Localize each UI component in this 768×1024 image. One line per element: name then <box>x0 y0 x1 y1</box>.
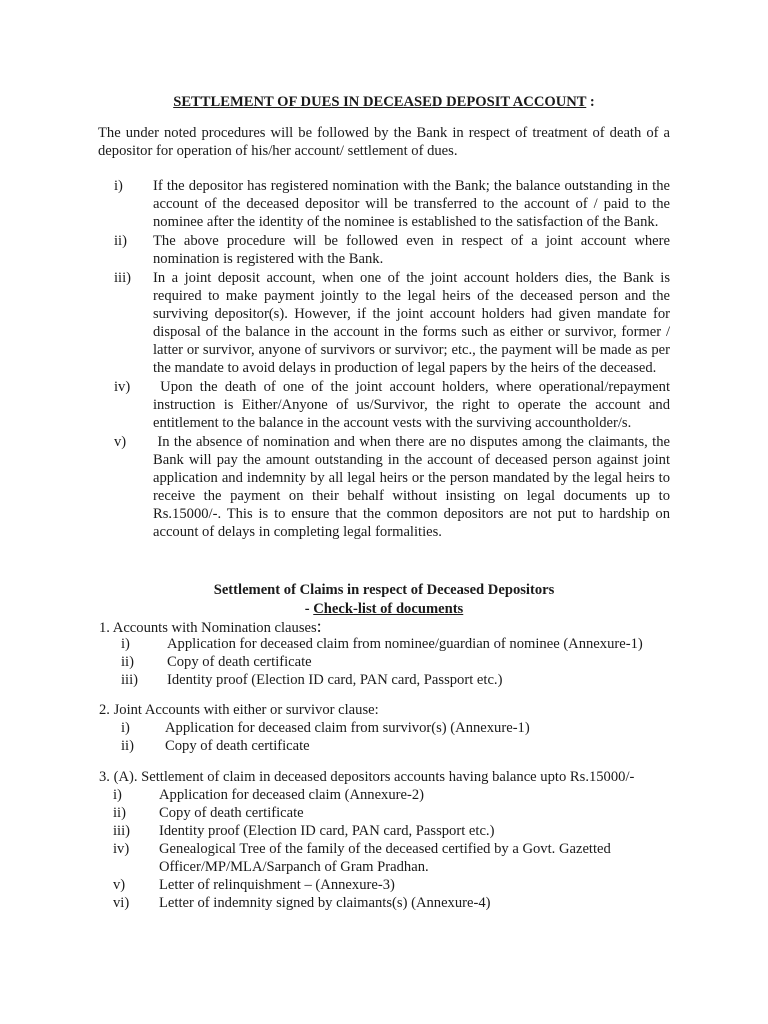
checklist-heading-text: Check-list of documents <box>313 601 464 617</box>
procedure-item <box>98 433 670 541</box>
checklist-item-number: v) <box>113 877 126 893</box>
checklist-item <box>99 719 671 737</box>
checklist-item <box>99 786 671 804</box>
checklist-item <box>99 671 671 689</box>
group-title <box>99 617 671 635</box>
checklist-item <box>99 804 671 822</box>
procedure-number: i) <box>114 178 123 194</box>
checklist-item-text: Identity proof (Election ID card, PAN card, Passport etc.) <box>159 823 495 839</box>
checklist-item-number: ii) <box>121 738 134 754</box>
checklist-item <box>99 840 671 876</box>
checklist-item-number: iv) <box>113 841 130 857</box>
group-title-text: 3. (A). Settlement of claim in deceased depositors accounts having balance upto Rs.15000/- <box>99 769 635 785</box>
procedure-text: Upon the death of one of the joint account holders, where operational/repayment instruction is Either/Anyone of us/Survivor, the right to operate the account and entitlement to the balance in the account vests with the surviving accountholder/s. <box>153 379 670 431</box>
checklist-item-text: Identity proof (Election ID card, PAN card, Passport etc.) <box>167 672 503 688</box>
procedure-item <box>98 269 670 377</box>
group-title <box>99 768 671 786</box>
checklist-item <box>99 635 671 653</box>
checklist-item <box>99 737 671 755</box>
procedure-text: If the depositor has registered nomination with the Bank; the balance outstanding in the account of the deceased depositor will be transferred to the account of / paid to the nominee after the identity of the nominee is established to the satisfaction of the Bank. <box>153 178 670 230</box>
document-title-text: SETTLEMENT OF DUES IN DECEASED DEPOSIT ACCOUNT <box>173 94 587 110</box>
checklist-item-number: i) <box>121 636 130 652</box>
checklist-item <box>99 653 671 671</box>
checklist-group-joint-survivor <box>99 701 671 755</box>
claims-section-heading: Settlement of Claims in respect of Deceased Depositors <box>213 582 555 598</box>
checklist-item-number: ii) <box>121 654 134 670</box>
checklist-item-number: iii) <box>121 672 139 688</box>
group-title-suffix: : <box>316 616 322 636</box>
checklist-group-balance-upto-15000 <box>99 768 671 912</box>
checklist-item-text: Application for deceased claim from nominee/guardian of nominee (Annexure-1) <box>167 636 643 652</box>
checklist-item <box>99 894 671 912</box>
procedure-text: In the absence of nomination and when there are no disputes among the claimants, the Bank will pay the amount outstanding in the account of deceased person against joint application and indemnity by all legal heirs or the person mandated by the legal heirs to receive the payment on their behalf without insisting on legal documents up to Rs.15000/-. This is to ensure that the common depositors are not put to hardship on account of delays in completing legal formalities. <box>153 434 670 540</box>
group-title-text: 1. Accounts with Nomination clauses <box>99 620 317 636</box>
checklist-item-number: ii) <box>113 805 126 821</box>
procedure-text: The above procedure will be followed even in respect of a joint account where nomination is registered with the Bank. <box>153 233 670 267</box>
checklist-item-text: Application for deceased claim (Annexure-2) <box>159 787 425 803</box>
checklist-item <box>99 822 671 840</box>
checklist-item-text: Application for deceased claim from survivor(s) (Annexure-1) <box>165 720 530 736</box>
checklist-item <box>99 876 671 894</box>
procedure-item <box>98 177 670 231</box>
checklist-item-text: Letter of indemnity signed by claimants(s) (Annexure-4) <box>159 895 491 911</box>
intro-paragraph: The under noted procedures will be followed by the Bank in respect of treatment of death of a depositor for operation of his/her account/ settlement of dues. <box>98 125 670 159</box>
checklist-item-number: i) <box>113 787 122 803</box>
checklist-group-nomination <box>99 617 671 689</box>
procedure-item <box>98 378 670 432</box>
checklist-item-text: Copy of death certificate <box>167 654 312 670</box>
document-title <box>0 93 768 111</box>
checklist-item-text: Copy of death certificate <box>165 738 310 754</box>
procedure-number: v) <box>114 434 127 450</box>
checklist-heading-prefix: - <box>304 601 314 617</box>
checklist-item-number: iii) <box>113 823 131 839</box>
checklist-item-number: vi) <box>113 895 130 911</box>
group-title <box>99 701 671 719</box>
procedure-item <box>98 232 670 268</box>
procedure-list <box>98 177 670 542</box>
document-title-suffix: : <box>586 94 595 110</box>
checklist-item-text: Genealogical Tree of the family of the deceased certified by a Govt. Gazetted Officer/MP/MLA/Sarpanch of Gram Pradhan. <box>159 841 611 875</box>
procedure-number: iii) <box>114 270 132 286</box>
procedure-number: ii) <box>114 233 127 249</box>
checklist-heading <box>0 600 768 618</box>
group-title-text: 2. Joint Accounts with either or survivor clause: <box>99 702 379 718</box>
checklist-item-text: Letter of relinquishment – (Annexure-3) <box>159 877 395 893</box>
checklist-item-number: i) <box>121 720 130 736</box>
checklist-item-text: Copy of death certificate <box>159 805 304 821</box>
procedure-number: iv) <box>114 379 131 395</box>
procedure-text: In a joint deposit account, when one of the joint account holders dies, the Bank is required to make payment jointly to the legal heirs of the deceased person and the surviving depositor(s). However, if the joint account holders had given mandate for disposal of the balance in the account in the forms such as either or survivor, former / latter or survivor, anyone of survivors or survivor; etc., the payment will be made as per the mandate to avoid delays in production of legal papers by the heirs of the deceased. <box>153 270 670 376</box>
